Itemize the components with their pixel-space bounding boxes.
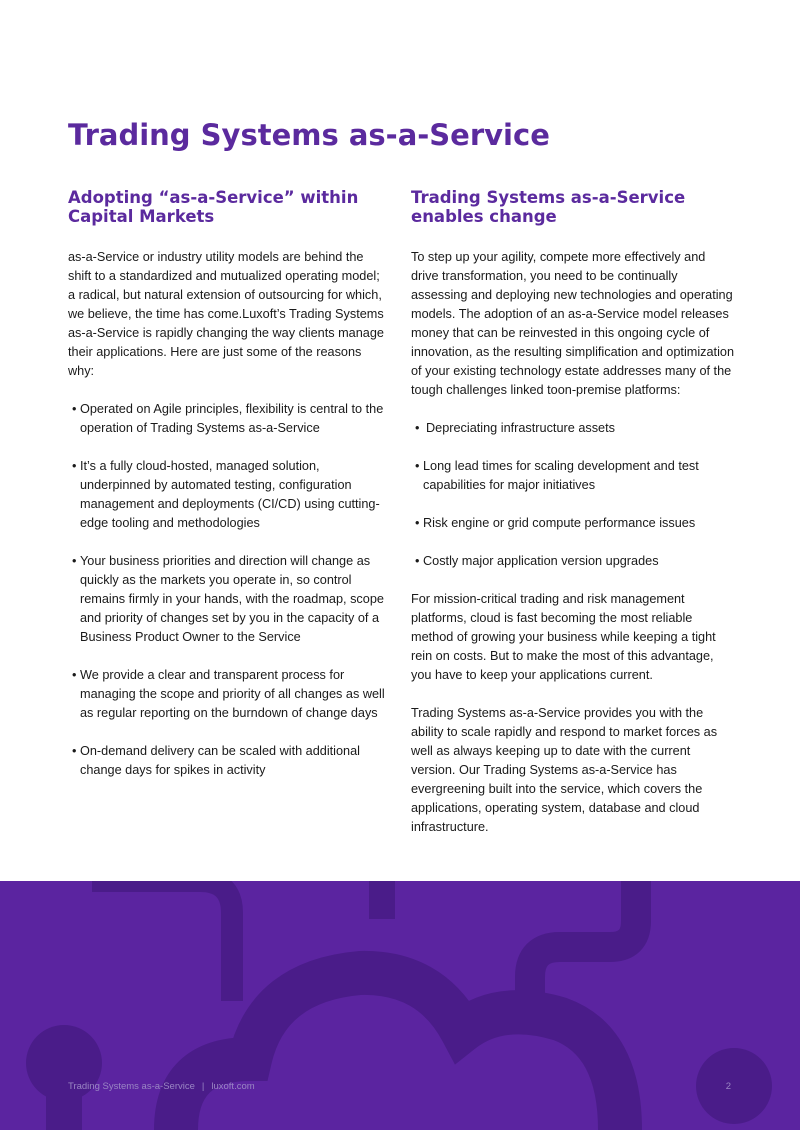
list-item: • Operated on Agile principles, flexibility is central to the operation of Trading Systems as-a-Service [68,400,390,438]
footer-caption [68,1081,255,1092]
list-item: • Costly major application version upgrades [411,552,736,571]
right-column-heading: Trading Systems as-a-Service enables change [411,188,686,226]
list-item: • Risk engine or grid compute performance issues [411,514,736,533]
right-column [411,188,736,856]
left-column-intro: as-a-Service or industry utility models are behind the shift to a standardized and mutualized operating model; a radical, but natural extension of outsourcing for which, we believe, the time has come.Luxoft’s Trading Systems as-a-Service is rapidly changing the way clients manage their applications. Here are just some of the reasons why: [68,250,384,378]
right-bullet-list [411,419,736,571]
cloud-pattern-graphic [0,881,800,1130]
footer-doc-title: Trading Systems as-a-Service [68,1081,195,1092]
list-item: • It’s a fully cloud-hosted, managed solution, underpinned by automated testing, configuration management and deployments (CI/CD) using cutting-edge tooling and methodologies [68,457,390,533]
list-item: • We provide a clear and transparent process for managing the scope and priority of all changes as well as regular reporting on the burndown of change days [68,666,390,723]
footer-band [0,881,800,1130]
page-number: 2 [725,1081,731,1092]
list-item: • Depreciating infrastructure assets [411,419,736,438]
right-column-intro: To step up your agility, compete more effectively and drive transformation, you need to be continually assessing and deploying new technologies and operating models. The adoption of an as-a-Service model releases money that can be reinvested in this ongoing cycle of innovation, as the resulting simplification and optimization of your existing technology estate addresses many of the tough challenges linked toon-premise platforms: [411,250,735,397]
left-column-heading: Adopting “as-a-Service” within Capital Markets [68,188,359,226]
left-bullet-list [68,400,390,780]
left-column [68,188,390,799]
page-title: Trading Systems as-a-Service [68,118,550,152]
list-item: • On-demand delivery can be scaled with additional change days for spikes in activity [68,742,390,780]
list-item: • Your business priorities and direction will change as quickly as the markets you operate in, so control remains firmly in your hands, with the roadmap, scope and priority of changes set by you in the capacity of a Business Product Owner to the Service [68,552,390,647]
list-item: • Long lead times for scaling development and test capabilities for major initiatives [411,457,736,495]
footer-site-link[interactable]: luxoft.com [211,1081,255,1092]
footer-separator: | [201,1081,205,1092]
right-column-paragraph-2: For mission-critical trading and risk management platforms, cloud is fast becoming the most reliable method of growing your business while keeping a tight rein on costs. But to make the most of this advantage, you have to keep your applications current. [411,592,716,682]
right-column-paragraph-3: Trading Systems as-a-Service provides you with the ability to scale rapidly and respond to market forces as well as always keeping up to date with the current version. Our Trading Systems as-a-Service has evergreening built into the service, which covers the applications, operating system, database and cloud infrastructure. [411,706,718,834]
